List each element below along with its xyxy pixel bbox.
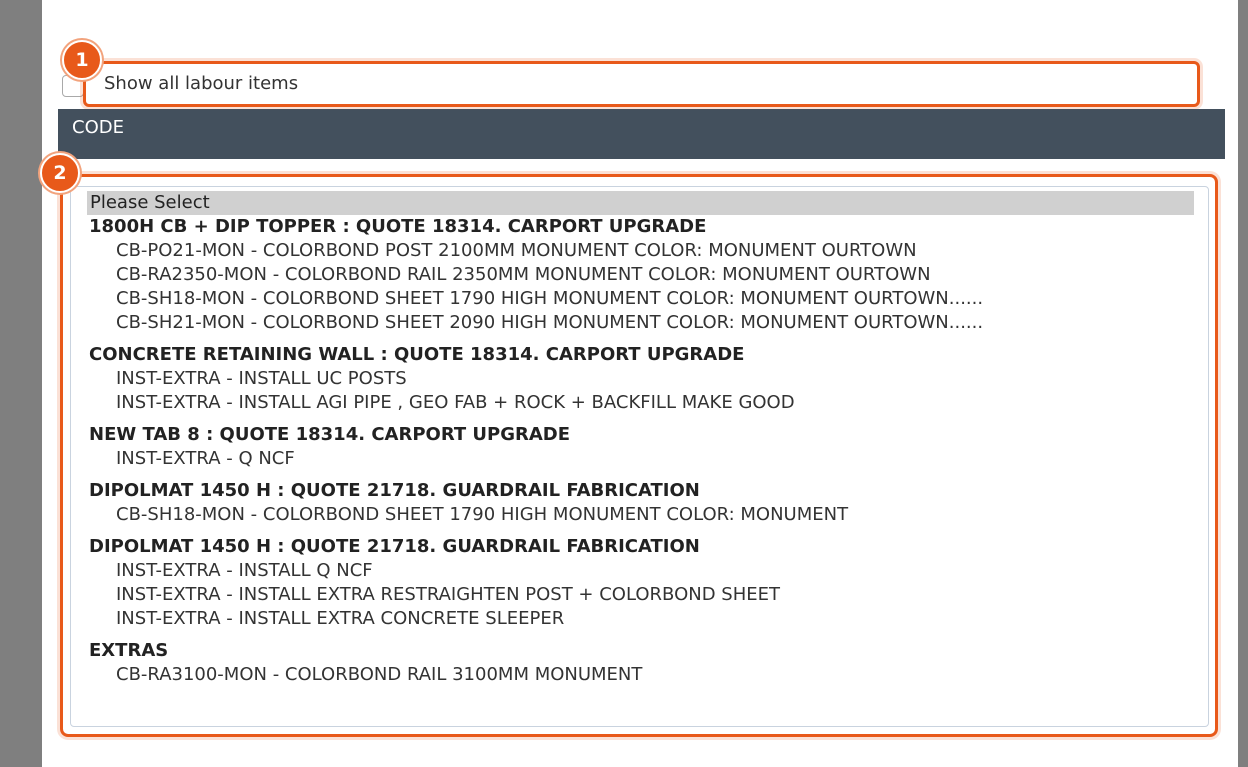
option-group	[87, 479, 1194, 527]
option-group-label: NEW TAB 8 : QUOTE 18314. CARPORT UPGRADE	[89, 424, 571, 445]
option-item[interactable]: INST-EXTRA - INSTALL EXTRA CONCRETE SLEEPER	[116, 608, 565, 629]
option-item[interactable]: INST-EXTRA - Q NCF	[116, 448, 295, 469]
option-item[interactable]: CB-SH18-MON - COLORBOND SHEET 1790 HIGH MONUMENT COLOR: MONUMENT	[116, 504, 849, 525]
modal-overlay-left	[0, 0, 42, 767]
option-group-label: EXTRAS	[89, 640, 169, 661]
option-please-select[interactable]: Please Select	[87, 191, 1194, 215]
option-group	[87, 423, 1194, 471]
option-group-label: DIPOLMAT 1450 H : QUOTE 21718. GUARDRAIL FABRICATION	[89, 480, 700, 501]
option-group-label: CONCRETE RETAINING WALL : QUOTE 18314. CARPORT UPGRADE	[89, 344, 745, 365]
option-item[interactable]: INST-EXTRA - INSTALL EXTRA RESTRAIGHTEN POST + COLORBOND SHEET	[116, 584, 780, 605]
code-header-label: CODE	[72, 117, 124, 138]
code-select-listbox[interactable]	[70, 186, 1209, 727]
option-group	[87, 343, 1194, 415]
code-column-header	[58, 109, 1225, 159]
step-badge-1: 1	[62, 40, 102, 80]
option-item[interactable]: CB-SH21-MON - COLORBOND SHEET 2090 HIGH MONUMENT COLOR: MONUMENT OURTOWN......	[116, 312, 984, 333]
option-item[interactable]: CB-RA2350-MON - COLORBOND RAIL 2350MM MONUMENT COLOR: MONUMENT OURTOWN	[116, 264, 931, 285]
option-item[interactable]: INST-EXTRA - INSTALL AGI PIPE , GEO FAB + ROCK + BACKFILL MAKE GOOD	[116, 392, 795, 413]
modal-panel	[42, 0, 1238, 767]
option-group-label: 1800H CB + DIP TOPPER : QUOTE 18314. CARPORT UPGRADE	[89, 216, 707, 237]
option-item[interactable]: CB-PO21-MON - COLORBOND POST 2100MM MONUMENT COLOR: MONUMENT OURTOWN	[116, 240, 917, 261]
modal-overlay-right	[1238, 0, 1248, 767]
step-badge-2: 2	[40, 153, 80, 193]
option-group	[87, 215, 1194, 335]
option-item[interactable]: INST-EXTRA - INSTALL UC POSTS	[116, 368, 407, 389]
show-all-labour-label[interactable]: Show all labour items	[104, 73, 299, 94]
option-group	[87, 535, 1194, 631]
option-group	[87, 639, 1194, 687]
option-item[interactable]: CB-SH18-MON - COLORBOND SHEET 1790 HIGH MONUMENT COLOR: MONUMENT OURTOWN......	[116, 288, 984, 309]
option-item[interactable]: CB-RA3100-MON - COLORBOND RAIL 3100MM MONUMENT	[116, 664, 643, 685]
option-group-label: DIPOLMAT 1450 H : QUOTE 21718. GUARDRAIL FABRICATION	[89, 536, 700, 557]
option-item[interactable]: INST-EXTRA - INSTALL Q NCF	[116, 560, 373, 581]
